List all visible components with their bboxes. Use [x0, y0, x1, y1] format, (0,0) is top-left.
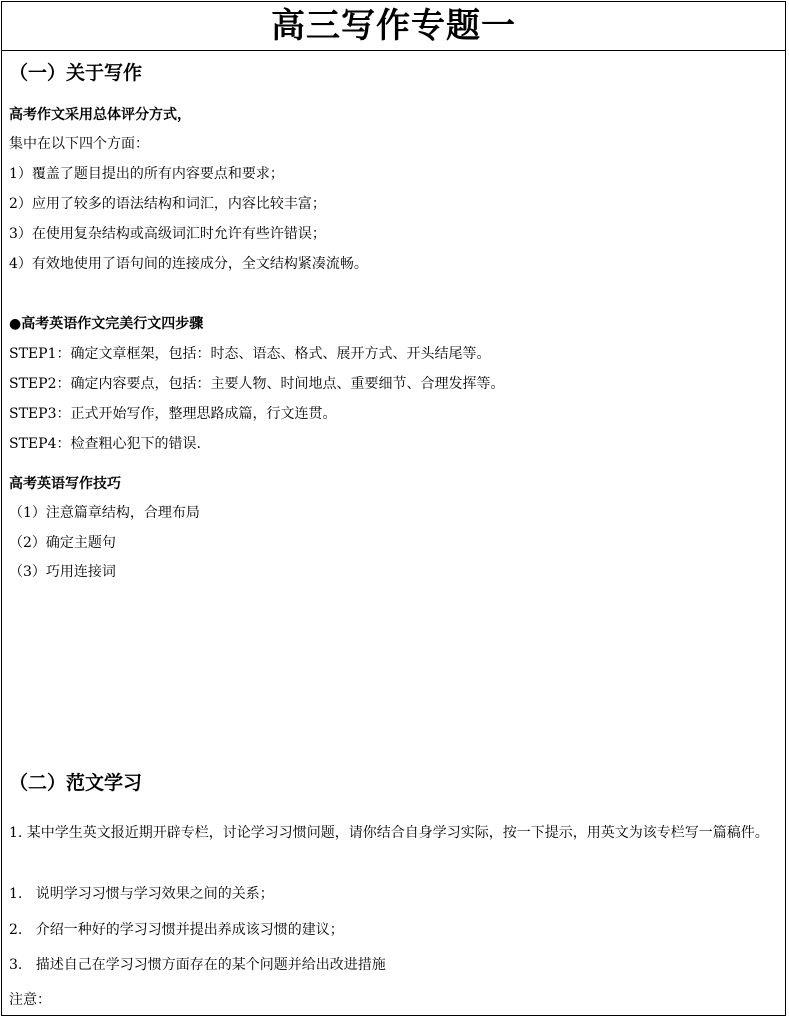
document-title: 高三写作专题一 — [271, 5, 516, 46]
tip-item: （2）确定主题句 — [9, 535, 116, 551]
scoring-subheading: 高考作文采用总体评分方式， — [9, 107, 191, 123]
section-1-heading: （一）关于写作 — [9, 62, 143, 84]
tips-heading: 高考英语写作技巧 — [9, 476, 121, 492]
steps-heading: ●高考英语作文完美行文四步骤 — [9, 316, 204, 332]
step-item: STEP4：检查粗心犯下的错误. — [9, 436, 201, 452]
scoring-point: 3）在使用复杂结构或高级词汇时允许有些许错误； — [9, 226, 326, 242]
step-item: STEP3：正式开始写作，整理思路成篇，行文连贯。 — [9, 406, 337, 422]
prompt-item: 3. 描述自己在学习习惯方面存在的某个问题并给出改进措施 — [9, 957, 386, 973]
prompt-item: 2. 介绍一种好的学习习惯并提出养成该习惯的建议； — [9, 922, 344, 938]
step-item: STEP1：确定文章框架，包括：时态、语态、格式、展开方式、开头结尾等。 — [9, 346, 491, 362]
section-2-heading: （二）范文学习 — [9, 772, 143, 794]
scoring-point: 2）应用了较多的语法结构和词汇，内容比较丰富； — [9, 196, 326, 212]
tip-item: （3）巧用连接词 — [9, 564, 116, 580]
scoring-point: 4）有效地使用了语句间的连接成分，全文结构紧凑流畅。 — [9, 256, 368, 272]
scoring-point: 1）覆盖了题目提出的所有内容要点和要求； — [9, 166, 284, 182]
title-row — [1, 1, 786, 51]
step-item: STEP2：确定内容要点，包括：主要人物、时间地点、重要细节、合理发挥等。 — [9, 376, 505, 392]
note-label: 注意： — [9, 992, 51, 1008]
prompt-item: 1. 说明学习习惯与学习效果之间的关系； — [9, 886, 274, 902]
writing-prompt: 1. 某中学生英文报近期开辟专栏，讨论学习习惯问题，请你结合自身学习实际，按一下提示，用英文为该专栏写一篇稿件。 — [9, 825, 769, 841]
scoring-intro: 集中在以下四个方面： — [9, 136, 149, 152]
tip-item: （1）注意篇章结构，合理布局 — [9, 505, 200, 521]
